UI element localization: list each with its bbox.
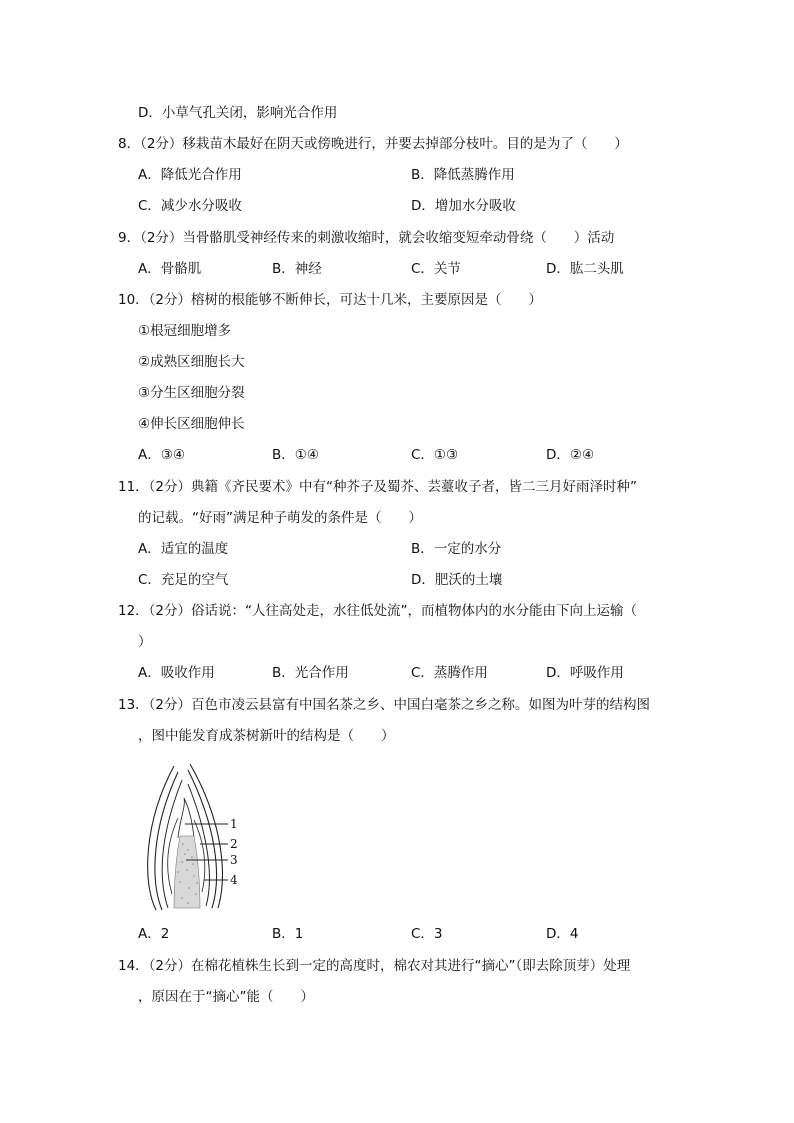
q13-stem-line1: 13．（2分）百色市凌云县富有中国名茶之乡、中国白毫茶之乡之称。如图为叶芽的结构图: [118, 697, 651, 713]
q14-stem-line1: 14．（2分）在棉花植株生长到一定的高度时，棉农对其进行“摘心”（即去除顶芽）处理: [118, 958, 631, 974]
figure-label-4: 4: [230, 873, 238, 887]
q7-option-d: D．小草气孔关闭，影响光合作用: [138, 105, 338, 121]
q11-option-c: C．充足的空气: [138, 572, 229, 588]
q11-option-b: B．一定的水分: [411, 541, 502, 557]
q9-option-d: D．肱二头肌: [546, 261, 624, 277]
q12-stem-line1: 12．（2分）俗话说：“人往高处走，水往低处流”，而植物体内的水分能由下向上运输（: [118, 603, 638, 619]
q11-stem-line2: 的记载。“好雨”满足种子萌发的条件是（ ）: [138, 510, 422, 526]
q11-stem-line1: 11．（2分）典籍《齐民要术》中有“种芥子及蜀芥、芸薹收子者，皆二三月好雨泽时种”: [118, 479, 638, 495]
q9-option-c: C．关节: [411, 261, 461, 277]
q14-stem-line2: ，原因在于“摘心”能（ ）: [138, 989, 314, 1005]
q10-item-4: ④伸长区细胞伸长: [138, 416, 245, 432]
q8-option-d: D．增加水分吸收: [411, 198, 516, 214]
q8-option-b: B．降低蒸腾作用: [411, 167, 515, 183]
q11-option-d: D．肥沃的土壤: [411, 572, 503, 588]
q9-option-a: A．骨骼肌: [138, 261, 202, 277]
figure-label-1: 1: [230, 817, 238, 831]
q12-option-a: A．吸收作用: [138, 665, 215, 681]
figure-label-3: 3: [230, 853, 238, 867]
q12-option-d: D．呼吸作用: [546, 665, 624, 681]
q10-item-2: ②成熟区细胞长大: [138, 354, 245, 370]
figure-label-2: 2: [230, 837, 238, 851]
q12-option-c: C．蒸腾作用: [411, 665, 488, 681]
q12-stem-line2: ）: [138, 634, 152, 650]
q13-option-a: A．2: [138, 926, 170, 942]
q10-item-3: ③分生区细胞分裂: [138, 385, 245, 401]
q13-option-d: D．4: [546, 926, 579, 942]
q9-stem: 9．（2分）当骨骼肌受神经传来的刺激收缩时，就会收缩变短牵动骨绕（ ）活动: [118, 230, 615, 246]
q11-option-a: A．适宜的温度: [138, 541, 229, 557]
q9-option-b: B．神经: [272, 261, 322, 277]
q10-stem: 10．（2分）榕树的根能够不断伸长，可达十几米，主要原因是（ ）: [118, 292, 543, 308]
q8-stem: 8．（2分）移栽苗木最好在阴天或傍晚进行，并要去掉部分枝叶。目的是为了（ ）: [118, 136, 628, 152]
q8-option-a: A．降低光合作用: [138, 167, 242, 183]
q10-option-b: B．①④: [272, 447, 319, 463]
q10-item-1: ①根冠细胞增多: [138, 323, 232, 339]
q13-option-c: C．3: [411, 926, 443, 942]
q10-option-c: C．①③: [411, 447, 459, 463]
q13-stem-line2: ，图中能发育成茶树新叶的结构是（ ）: [138, 728, 395, 744]
q10-option-d: D．②④: [546, 447, 595, 463]
q12-option-b: B．光合作用: [272, 665, 349, 681]
q8-option-c: C．减少水分吸收: [138, 198, 242, 214]
leaf-bud-diagram: [138, 762, 248, 912]
q10-option-a: A．③④: [138, 447, 185, 463]
q13-option-b: B．1: [272, 926, 304, 942]
